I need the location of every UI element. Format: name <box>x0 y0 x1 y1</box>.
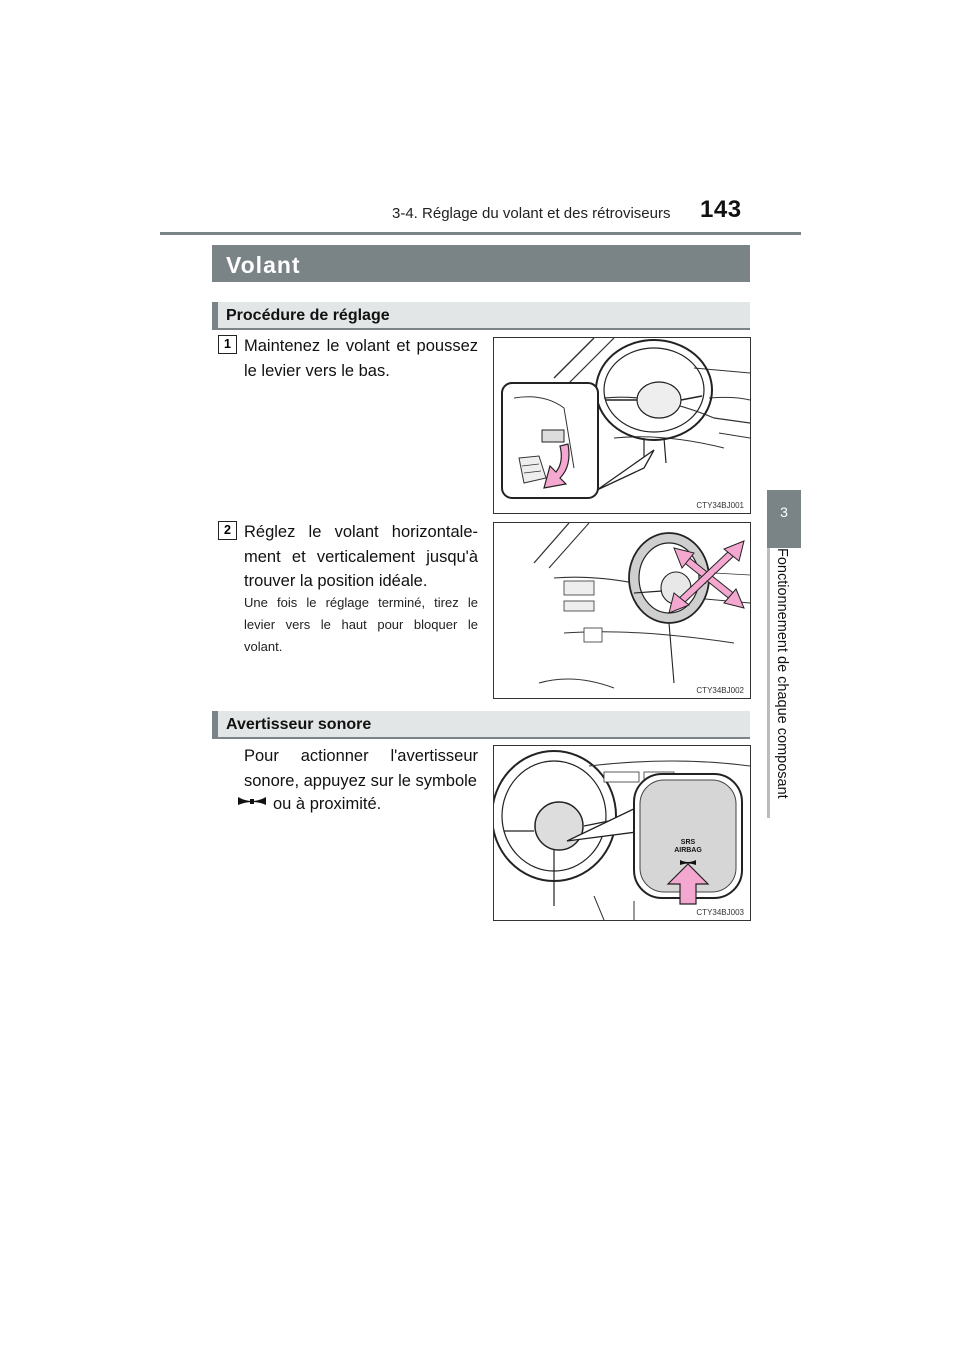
page-title: Volant <box>226 252 301 278</box>
steering-adjust-illustration <box>494 523 750 698</box>
section-heading-horn: Avertisseur sonore <box>226 716 372 733</box>
figure-code: CTY34BJ001 <box>696 501 744 510</box>
section-bar-accent <box>212 711 218 739</box>
steering-lever-illustration <box>494 338 750 513</box>
horn-illustration <box>494 746 750 920</box>
airbag-label-srs: SRS <box>680 839 696 846</box>
section-bar-accent <box>212 302 218 330</box>
page-number: 143 <box>700 196 742 223</box>
chapter-title-wrap <box>762 548 802 828</box>
step2-text: Réglez le volant horizontale-ment et verticalement jusqu'à trouver la position idéale. <box>244 523 478 590</box>
figure-steering-lever <box>493 337 751 514</box>
step-number-2: 2 <box>218 521 237 540</box>
step-number-1: 1 <box>218 335 237 354</box>
chapter-number: 3 <box>780 504 788 520</box>
airbag-label-airbag: AIRBAG <box>674 847 702 854</box>
chapter-title: Fonctionnement de chaque composant <box>774 548 790 799</box>
figure-steering-adjust <box>493 522 751 699</box>
header-section-title: 3-4. Réglage du volant et des rétroviseurs <box>392 205 671 222</box>
step1-text: Maintenez le volant et poussez le levier vers le bas. <box>244 337 478 380</box>
horn-text-end: ou à proximité. <box>273 795 382 813</box>
figure-code: CTY34BJ002 <box>696 686 744 695</box>
step2-note: Une fois le réglage terminé, tirez le levier vers le haut pour bloquer le volant. <box>244 595 478 654</box>
horn-text: Pour actionner l'avertisseur sonore, appuyez sur le symbole <box>244 747 478 790</box>
header-rule <box>160 232 801 235</box>
horn-icon <box>236 794 268 813</box>
figure-horn <box>493 745 751 921</box>
figure-code: CTY34BJ003 <box>696 908 744 917</box>
section-heading-adjust: Procédure de réglage <box>226 307 390 324</box>
